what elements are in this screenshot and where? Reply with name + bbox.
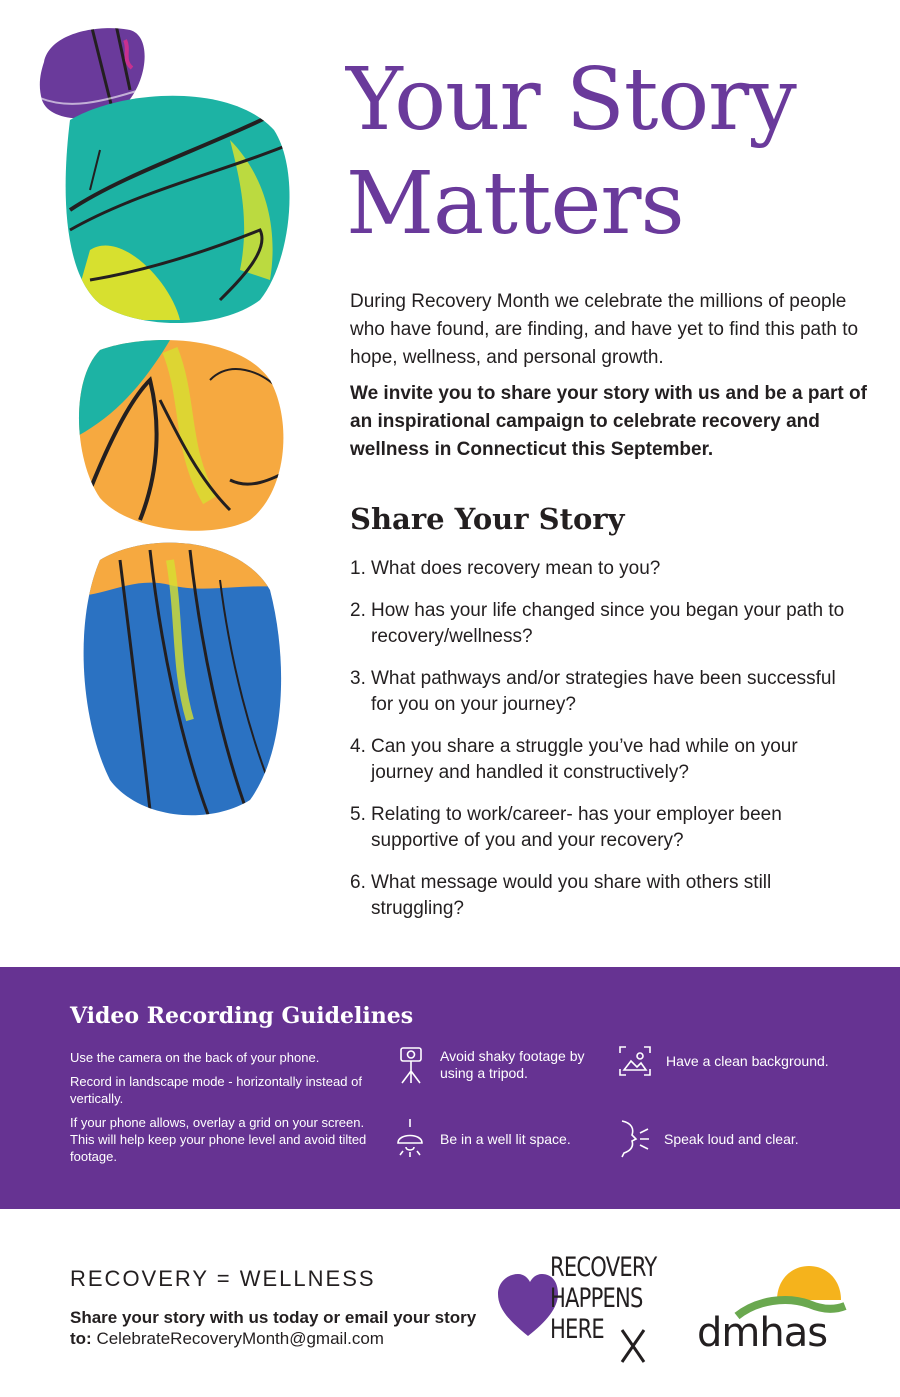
tripod-icon xyxy=(396,1045,426,1085)
question-text: What message would you share with others still struggling? xyxy=(371,872,772,919)
speaking-face-icon xyxy=(618,1119,650,1159)
guidelines-tips xyxy=(70,1049,370,1172)
dmhas-logo xyxy=(697,1266,847,1356)
question-text: What does recovery mean to you? xyxy=(371,558,661,579)
logo-line: HERE xyxy=(550,1314,604,1345)
question-number: 1. xyxy=(350,558,366,579)
blue-blob xyxy=(60,520,310,840)
guidelines-title: Video Recording Guidelines xyxy=(70,1003,414,1029)
orange-blob xyxy=(60,320,310,550)
question-item xyxy=(350,734,850,786)
title-line-1: Your Story xyxy=(346,50,796,150)
tip-text: Use the camera on the back of your phone. xyxy=(70,1050,320,1065)
guideline-text: Speak loud and clear. xyxy=(664,1130,799,1147)
x-mark-icon xyxy=(618,1328,648,1364)
email-link[interactable]: CelebrateRecoveryMonth@gmail.com xyxy=(96,1329,384,1348)
questions-list xyxy=(350,556,850,938)
guideline-text: Have a clean background. xyxy=(666,1052,829,1069)
question-number: 4. xyxy=(350,736,366,757)
tip-text: Record in landscape mode - horizontally instead of vertically. xyxy=(70,1074,362,1106)
question-number: 3. xyxy=(350,668,366,689)
guideline-text: Be in a well lit space. xyxy=(440,1130,571,1147)
guideline-text: Avoid shaky footage by using a tripod. xyxy=(440,1048,585,1081)
guideline-speaking xyxy=(618,1119,848,1159)
teal-blob xyxy=(50,80,310,340)
question-number: 6. xyxy=(350,872,366,893)
question-text: How has your life changed since you began your path to recovery/wellness? xyxy=(371,600,845,647)
heart-icon xyxy=(498,1274,558,1344)
video-guidelines-panel xyxy=(0,967,900,1209)
lamp-icon xyxy=(394,1119,426,1159)
question-number: 5. xyxy=(350,804,366,825)
recovery-equals-wellness-tagline: RECOVERY = WELLNESS xyxy=(70,1266,376,1291)
question-text: Can you share a struggle you’ve had while on your journey and handled it constructively? xyxy=(371,736,798,783)
share-prefix: Share your story with us today or email your story to: xyxy=(70,1308,477,1348)
share-email-text xyxy=(70,1307,490,1349)
logo-line: HAPPENS xyxy=(550,1283,643,1314)
share-your-story-heading: Share Your Story xyxy=(350,502,625,536)
recovery-happens-here-logo xyxy=(498,1252,688,1367)
intro-paragraph: During Recovery Month we celebrate the millions of people who have found, are finding, and have yet to find this path to hope, wellness, and personal growth. xyxy=(350,291,859,368)
question-item xyxy=(350,870,850,922)
question-item xyxy=(350,666,850,718)
tip-text: If your phone allows, overlay a grid on your screen. This will help keep your phone level and avoid tilted footage. xyxy=(70,1115,367,1164)
question-item xyxy=(350,802,850,854)
question-number: 2. xyxy=(350,600,366,621)
question-text: What pathways and/or strategies have been successful for you on your journey? xyxy=(371,668,836,715)
guideline-lighting xyxy=(394,1119,604,1159)
dmhas-wordmark: dmhas xyxy=(697,1310,828,1356)
invitation-paragraph: We invite you to share your story with us and be a part of an inspirational campaign to celebrate recovery and wellness in Connecticut this September. xyxy=(350,383,867,460)
abstract-art-decoration xyxy=(30,20,310,840)
page-title xyxy=(346,48,876,256)
title-line-2: Matters xyxy=(346,154,684,254)
background-image-icon xyxy=(618,1045,652,1077)
logo-line: RECOVERY xyxy=(550,1252,657,1283)
question-item xyxy=(350,556,850,582)
guideline-background xyxy=(618,1045,858,1077)
question-text: Relating to work/career- has your employer been supportive of you and your recovery? xyxy=(371,804,782,851)
guideline-tripod xyxy=(396,1045,596,1085)
question-item xyxy=(350,598,850,650)
